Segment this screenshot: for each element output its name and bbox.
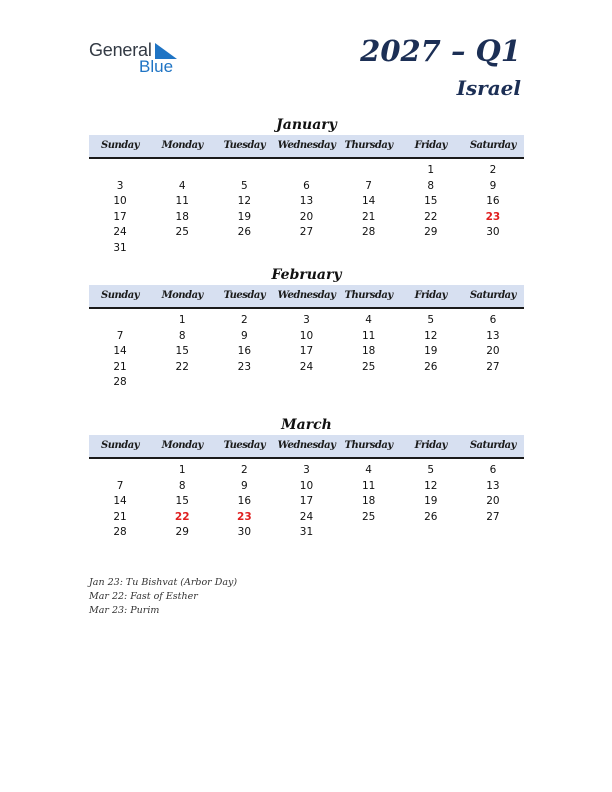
date-cell: 25 [361,510,376,523]
date-cell: 26 [424,360,438,373]
date-cell: 10 [113,195,127,207]
date-cell: 3 [116,179,124,192]
date-cell: 16 [486,195,500,207]
weekday-label: Thursday [344,440,393,451]
date-cell: 14 [361,195,376,207]
date-cell: 20 [486,495,500,507]
date-cell: 15 [175,495,189,507]
month-name: March [281,417,332,433]
date-cell: 21 [361,210,376,223]
date-cell: 8 [178,329,186,342]
week-row [89,510,524,526]
date-cell: 10 [299,329,314,342]
date-cell: 5 [241,179,248,192]
date-cell: 12 [424,479,438,492]
weekday-label: Tuesday [223,290,266,301]
date-cell: 17 [113,210,127,223]
date-cell: 9 [241,329,248,342]
date-cell [338,241,400,257]
date-cell: 1 [178,464,186,476]
date-cell: 30 [486,226,500,238]
weekday-label: Tuesday [223,440,266,451]
week-grid [89,459,524,541]
date-cell: 2 [241,464,248,476]
date-cell [89,463,151,479]
month-calendar-january [89,116,524,256]
date-cell: 10 [299,479,314,492]
date-cell: 19 [424,495,438,507]
holiday-date-cell: 22 [174,510,190,523]
date-cell [462,375,524,391]
weekday-header-row [89,435,524,459]
date-cell: 4 [365,464,372,476]
date-cell: 13 [486,479,500,492]
holiday-date-cell: 23 [237,510,252,523]
date-cell: 7 [365,179,372,192]
date-cell [338,375,400,391]
date-cell: 7 [116,479,124,492]
date-cell [338,163,400,179]
date-cell: 2 [489,164,497,176]
week-row [89,179,524,195]
date-cell: 28 [113,376,127,388]
date-cell [462,525,524,541]
date-cell [400,525,462,541]
date-cell: 18 [175,210,189,223]
weekday-header-row [89,285,524,309]
weekday-label: Saturday [469,140,516,151]
date-cell: 20 [486,345,500,357]
weekday-label: Sunday [101,140,140,151]
date-cell: 26 [237,226,252,238]
date-cell: 6 [489,464,497,476]
date-cell: 16 [237,345,252,357]
date-cell [89,163,151,179]
weekday-label: Friday [414,290,447,301]
date-cell: 1 [427,164,435,176]
weekday-label: Sunday [101,290,140,301]
holiday-notes [89,576,237,618]
week-row [89,210,524,226]
date-cell: 24 [299,360,314,373]
weekday-label: Wednesday [277,140,336,151]
date-cell: 9 [241,479,248,492]
logo-word-blue: Blue [139,57,174,76]
date-cell: 17 [299,495,314,507]
weekday-label: Saturday [469,440,516,451]
date-cell: 21 [113,360,127,373]
date-cell: 8 [427,179,435,192]
weekday-label: Sunday [101,440,140,451]
date-cell: 12 [424,329,438,342]
date-cell: 31 [299,526,314,538]
date-cell: 22 [175,360,189,373]
date-cell: 5 [427,464,435,476]
date-cell: 27 [486,360,500,373]
date-cell: 8 [178,479,186,492]
month-name: January [276,117,337,133]
date-cell: 22 [424,210,438,223]
country-subtitle: Israel [456,76,521,100]
weekday-label: Tuesday [223,140,266,151]
date-cell [400,375,462,391]
date-cell: 18 [361,345,376,357]
date-cell: 21 [113,510,127,523]
holiday-note: Mar 22: Fast of Esther [89,591,198,602]
date-cell: 31 [113,241,127,254]
date-cell: 1 [178,314,186,326]
week-row [89,494,524,510]
week-grid [89,309,524,391]
date-cell: 16 [237,495,252,507]
date-cell: 18 [361,495,376,507]
weekday-header-row [89,135,524,159]
date-cell: 14 [113,345,127,357]
week-row [89,163,524,179]
month-calendar-march [89,416,524,541]
week-row [89,241,524,257]
week-row [89,375,524,391]
date-cell: 11 [175,195,189,207]
date-cell: 9 [489,179,497,192]
weekday-label: Wednesday [277,290,336,301]
date-cell: 3 [303,464,310,476]
date-cell: 25 [361,360,376,373]
logo-word-general: General [89,40,152,60]
week-row [89,225,524,241]
week-row [89,344,524,360]
week-row [89,479,524,495]
date-cell [275,241,337,257]
date-cell: 12 [237,195,252,207]
holiday-date-cell: 23 [485,210,501,223]
date-cell: 20 [299,210,314,223]
date-cell: 5 [427,314,435,326]
weekday-label: Monday [161,140,203,151]
date-cell [213,163,275,179]
date-cell: 17 [299,345,314,357]
date-cell: 4 [178,179,186,192]
date-cell [213,241,275,257]
date-cell: 6 [303,179,310,192]
date-cell: 11 [361,329,376,342]
date-cell [151,163,213,179]
date-cell: 11 [361,479,376,492]
date-cell [151,375,213,391]
holiday-note: Jan 23: Tu Bishvat (Arbor Day) [89,577,238,588]
date-cell: 25 [175,226,189,238]
date-cell: 29 [175,526,189,538]
date-cell [400,241,462,257]
week-row [89,463,524,479]
date-cell [213,375,275,391]
date-cell: 2 [241,314,248,326]
date-cell [462,241,524,257]
date-cell [89,313,151,329]
weekday-label: Friday [414,140,447,151]
date-cell [275,163,337,179]
date-cell: 28 [113,526,127,538]
date-cell: 15 [424,195,438,207]
date-cell [338,525,400,541]
date-cell: 28 [361,226,376,238]
week-row [89,329,524,345]
date-cell: 24 [113,226,127,238]
date-cell [275,375,337,391]
date-cell: 4 [365,314,372,326]
week-row [89,194,524,210]
generalblue-logo [89,40,189,76]
date-cell: 6 [489,314,497,326]
date-cell: 7 [116,329,124,342]
date-cell: 19 [237,210,252,223]
date-cell: 3 [303,314,310,326]
date-cell: 15 [175,345,189,357]
weekday-label: Monday [161,290,203,301]
weekday-label: Thursday [344,290,393,301]
holiday-note: Mar 23: Purim [89,605,160,616]
week-row [89,360,524,376]
week-grid [89,159,524,256]
date-cell: 13 [299,195,314,207]
date-cell: 24 [299,510,314,523]
month-calendar-february [89,266,524,391]
date-cell: 23 [237,360,252,373]
weekday-label: Wednesday [277,440,336,451]
weekday-label: Thursday [344,140,393,151]
date-cell: 19 [424,345,438,357]
date-cell: 29 [424,226,438,238]
date-cell: 30 [237,526,252,538]
page-title: 2027 – Q1 [360,34,521,68]
weekday-label: Friday [414,440,447,451]
date-cell: 13 [486,329,500,342]
weekday-label: Monday [161,440,203,451]
week-row [89,313,524,329]
week-row [89,525,524,541]
date-cell: 27 [299,226,314,238]
month-name: February [271,267,342,283]
date-cell: 14 [113,495,127,507]
date-cell: 26 [424,510,438,523]
weekday-label: Saturday [469,290,516,301]
date-cell [151,241,213,257]
date-cell: 27 [486,510,500,523]
